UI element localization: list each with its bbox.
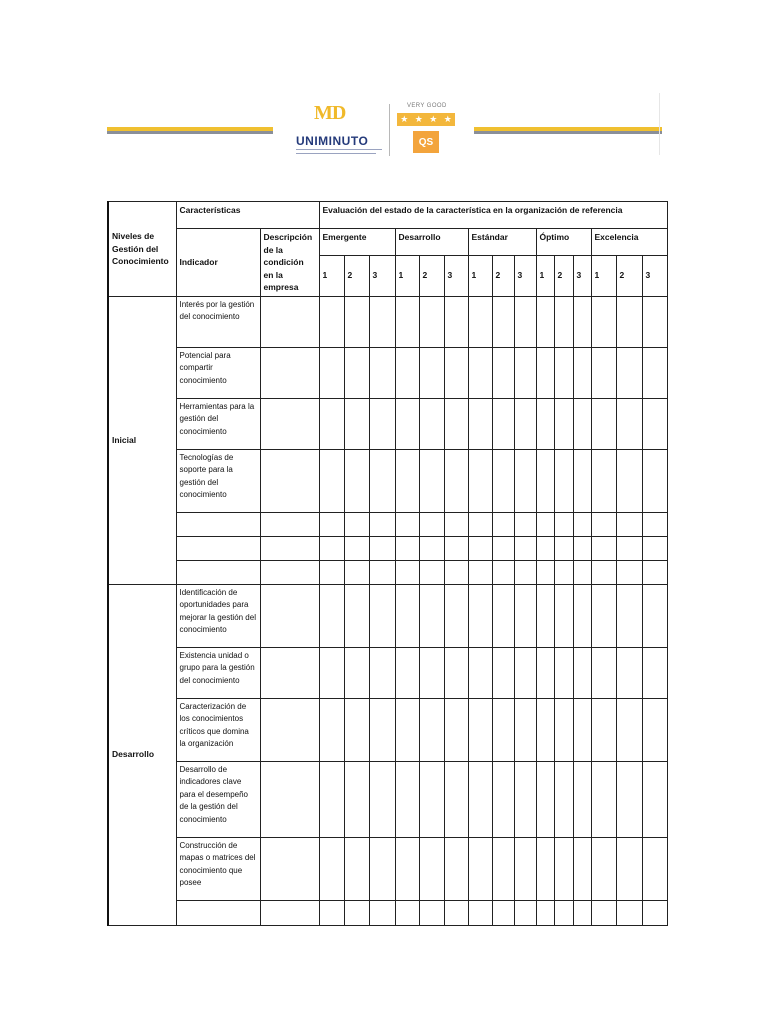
score-cell[interactable] [514, 647, 536, 698]
score-header: 2 [419, 255, 444, 296]
score-cell[interactable] [444, 512, 468, 536]
score-cell[interactable] [444, 560, 468, 584]
score-cell[interactable] [344, 900, 369, 925]
score-cell[interactable] [419, 347, 444, 398]
qs-badge: QS [413, 131, 439, 153]
score-cell[interactable] [616, 536, 642, 560]
score-cell[interactable] [369, 347, 395, 398]
description-cell[interactable] [260, 398, 319, 449]
evaluation-header: Evaluación del estado de la característica en la organización de referencia [319, 202, 667, 229]
score-cell[interactable] [554, 296, 573, 347]
score-cell[interactable] [468, 296, 492, 347]
score-cell[interactable] [642, 398, 667, 449]
stage-header: Emergente [319, 229, 395, 256]
indicator-cell: Identificación de oportunidades para mejorar la gestión del conocimiento [176, 584, 260, 647]
score-cell[interactable] [468, 512, 492, 536]
score-header: 3 [369, 255, 395, 296]
score-cell[interactable] [492, 296, 514, 347]
score-cell[interactable] [395, 512, 419, 536]
score-cell[interactable] [419, 536, 444, 560]
star-icon: ★ [400, 114, 409, 124]
score-cell[interactable] [344, 347, 369, 398]
indicator-cell: Desarrollo de indicadores clave para el desempeño de la gestión del conocimiento [176, 761, 260, 837]
score-cell[interactable] [536, 398, 554, 449]
indicator-cell [176, 900, 260, 925]
score-header: 3 [444, 255, 468, 296]
stage-header: Óptimo [536, 229, 591, 256]
score-cell[interactable] [419, 900, 444, 925]
score-cell[interactable] [536, 761, 554, 837]
score-cell[interactable] [369, 296, 395, 347]
star-icon: ★ [414, 114, 423, 124]
score-header: 1 [395, 255, 419, 296]
indicator-cell: Tecnologías de soporte para la gestión del conocimiento [176, 449, 260, 512]
score-header: 1 [468, 255, 492, 296]
indicator-cell: Potencial para compartir conocimiento [176, 347, 260, 398]
score-cell[interactable] [395, 449, 419, 512]
score-cell[interactable] [369, 512, 395, 536]
score-cell[interactable] [642, 900, 667, 925]
score-cell[interactable] [536, 900, 554, 925]
score-cell[interactable] [344, 761, 369, 837]
description-cell[interactable] [260, 560, 319, 584]
indicator-cell: Interés por la gestión del conocimiento [176, 296, 260, 347]
stage-header: Estándar [468, 229, 536, 256]
score-header: 2 [554, 255, 573, 296]
description-cell[interactable] [260, 512, 319, 536]
score-header: 3 [514, 255, 536, 296]
indicator-cell: Existencia unidad o grupo para la gestión del conocimiento [176, 647, 260, 698]
rating-label: VERY GOOD [407, 103, 447, 109]
score-cell[interactable] [344, 584, 369, 647]
score-cell[interactable] [444, 398, 468, 449]
score-cell[interactable] [591, 296, 616, 347]
score-cell[interactable] [616, 647, 642, 698]
score-cell[interactable] [344, 512, 369, 536]
score-cell[interactable] [468, 837, 492, 900]
stage-header: Excelencia [591, 229, 667, 256]
score-cell[interactable] [642, 837, 667, 900]
score-cell[interactable] [554, 584, 573, 647]
indicator-header: Indicador [176, 229, 260, 297]
score-header: 3 [573, 255, 591, 296]
score-cell[interactable] [319, 698, 344, 761]
logo-tagline-line [296, 153, 376, 154]
score-cell[interactable] [395, 347, 419, 398]
score-cell[interactable] [492, 398, 514, 449]
score-cell[interactable] [573, 698, 591, 761]
score-header: 1 [591, 255, 616, 296]
score-cell[interactable] [344, 647, 369, 698]
rating-stars [397, 113, 455, 126]
score-cell[interactable] [642, 536, 667, 560]
score-cell[interactable] [536, 347, 554, 398]
score-cell[interactable] [554, 512, 573, 536]
score-header: 2 [492, 255, 514, 296]
description-cell[interactable] [260, 449, 319, 512]
score-cell[interactable] [616, 398, 642, 449]
score-cell[interactable] [492, 698, 514, 761]
score-cell[interactable] [554, 398, 573, 449]
score-cell[interactable] [395, 296, 419, 347]
description-cell[interactable] [260, 761, 319, 837]
score-cell[interactable] [642, 698, 667, 761]
score-cell[interactable] [642, 449, 667, 512]
score-cell[interactable] [419, 837, 444, 900]
score-cell[interactable] [536, 837, 554, 900]
description-cell[interactable] [260, 347, 319, 398]
score-cell[interactable] [554, 347, 573, 398]
score-cell[interactable] [554, 536, 573, 560]
stage-header: Desarrollo [395, 229, 468, 256]
score-cell[interactable] [444, 698, 468, 761]
score-cell[interactable] [554, 837, 573, 900]
score-cell[interactable] [554, 647, 573, 698]
score-cell[interactable] [395, 698, 419, 761]
score-cell[interactable] [444, 584, 468, 647]
description-cell[interactable] [260, 698, 319, 761]
score-cell[interactable] [492, 560, 514, 584]
score-cell[interactable] [468, 900, 492, 925]
indicator-cell: Construcción de mapas o matrices del conocimiento que posee [176, 837, 260, 900]
score-cell[interactable] [591, 761, 616, 837]
description-cell[interactable] [260, 837, 319, 900]
header-stripe-left [107, 127, 273, 134]
score-cell[interactable] [419, 698, 444, 761]
score-cell[interactable] [514, 761, 536, 837]
score-cell[interactable] [514, 584, 536, 647]
score-cell[interactable] [514, 837, 536, 900]
score-cell[interactable] [319, 837, 344, 900]
score-cell[interactable] [468, 647, 492, 698]
score-cell[interactable] [642, 560, 667, 584]
score-cell[interactable] [444, 347, 468, 398]
score-cell[interactable] [536, 536, 554, 560]
indicator-cell: Herramientas para la gestión del conocimiento [176, 398, 260, 449]
indicator-cell: Caracterización de los conocimientos críticos que domina la organización [176, 698, 260, 761]
score-cell[interactable] [369, 761, 395, 837]
score-cell[interactable] [492, 449, 514, 512]
indicator-cell [176, 560, 260, 584]
logo-tagline-line [296, 149, 382, 150]
score-cell[interactable] [419, 512, 444, 536]
score-cell[interactable] [468, 347, 492, 398]
score-cell[interactable] [492, 837, 514, 900]
score-cell[interactable] [319, 449, 344, 512]
score-cell[interactable] [573, 647, 591, 698]
score-cell[interactable] [616, 837, 642, 900]
score-cell[interactable] [554, 900, 573, 925]
score-cell[interactable] [419, 296, 444, 347]
score-cell[interactable] [444, 449, 468, 512]
score-cell[interactable] [492, 347, 514, 398]
score-cell[interactable] [319, 512, 344, 536]
score-cell[interactable] [591, 347, 616, 398]
score-cell[interactable] [319, 761, 344, 837]
score-cell[interactable] [319, 296, 344, 347]
score-header: 3 [642, 255, 667, 296]
score-cell[interactable] [591, 449, 616, 512]
score-cell[interactable] [642, 296, 667, 347]
score-cell[interactable] [514, 449, 536, 512]
score-cell[interactable] [642, 761, 667, 837]
score-header: 1 [536, 255, 554, 296]
score-cell[interactable] [344, 296, 369, 347]
score-cell[interactable] [344, 536, 369, 560]
score-cell[interactable] [514, 398, 536, 449]
score-cell[interactable] [492, 761, 514, 837]
score-cell[interactable] [573, 584, 591, 647]
score-cell[interactable] [616, 296, 642, 347]
score-cell[interactable] [573, 449, 591, 512]
score-cell[interactable] [319, 347, 344, 398]
score-cell[interactable] [492, 536, 514, 560]
score-cell[interactable] [468, 398, 492, 449]
score-cell[interactable] [468, 584, 492, 647]
score-cell[interactable] [642, 512, 667, 536]
score-cell[interactable] [591, 584, 616, 647]
score-cell[interactable] [468, 536, 492, 560]
score-cell[interactable] [536, 584, 554, 647]
star-icon: ★ [429, 114, 438, 124]
score-cell[interactable] [369, 837, 395, 900]
score-cell[interactable] [369, 536, 395, 560]
score-cell[interactable] [591, 837, 616, 900]
header-stripe-right [474, 127, 662, 134]
score-cell[interactable] [344, 560, 369, 584]
score-cell[interactable] [419, 761, 444, 837]
levels-header: Niveles de Gestión del Conocimiento [108, 202, 176, 297]
score-header: 1 [319, 255, 344, 296]
score-cell[interactable] [344, 698, 369, 761]
indicator-cell [176, 512, 260, 536]
score-cell[interactable] [444, 647, 468, 698]
score-cell[interactable] [319, 560, 344, 584]
score-cell[interactable] [419, 560, 444, 584]
score-cell[interactable] [444, 900, 468, 925]
score-cell[interactable] [395, 398, 419, 449]
score-cell[interactable] [536, 512, 554, 536]
score-cell[interactable] [319, 536, 344, 560]
score-cell[interactable] [492, 900, 514, 925]
level-name: Inicial [108, 296, 176, 584]
score-cell[interactable] [468, 560, 492, 584]
score-cell[interactable] [514, 512, 536, 536]
score-cell[interactable] [514, 536, 536, 560]
logo-name: UNIMINUTO [296, 134, 369, 148]
score-cell[interactable] [591, 560, 616, 584]
score-cell[interactable] [395, 761, 419, 837]
score-cell[interactable] [616, 347, 642, 398]
score-cell[interactable] [395, 560, 419, 584]
score-cell[interactable] [514, 296, 536, 347]
evaluation-table [107, 201, 668, 926]
characteristics-header: Características [176, 202, 319, 229]
score-cell[interactable] [642, 647, 667, 698]
score-cell[interactable] [616, 512, 642, 536]
score-cell[interactable] [536, 698, 554, 761]
score-cell[interactable] [573, 512, 591, 536]
score-cell[interactable] [536, 560, 554, 584]
page-edge-divider [659, 93, 660, 155]
score-cell[interactable] [536, 449, 554, 512]
score-cell[interactable] [573, 398, 591, 449]
score-cell[interactable] [573, 536, 591, 560]
score-cell[interactable] [344, 837, 369, 900]
score-cell[interactable] [319, 900, 344, 925]
score-cell[interactable] [591, 512, 616, 536]
score-cell[interactable] [573, 900, 591, 925]
score-cell[interactable] [344, 398, 369, 449]
star-icon: ★ [443, 114, 452, 124]
score-cell[interactable] [444, 536, 468, 560]
score-cell[interactable] [591, 698, 616, 761]
logo-divider [389, 104, 390, 156]
score-cell[interactable] [514, 560, 536, 584]
score-cell[interactable] [573, 837, 591, 900]
score-cell[interactable] [395, 900, 419, 925]
score-cell[interactable] [554, 449, 573, 512]
score-cell[interactable] [514, 347, 536, 398]
score-cell[interactable] [395, 647, 419, 698]
score-cell[interactable] [616, 560, 642, 584]
score-cell[interactable] [468, 698, 492, 761]
score-cell[interactable] [554, 560, 573, 584]
uniminuto-logo [296, 100, 384, 158]
score-cell[interactable] [419, 398, 444, 449]
score-cell[interactable] [536, 647, 554, 698]
score-cell[interactable] [616, 698, 642, 761]
score-cell[interactable] [642, 584, 667, 647]
score-cell[interactable] [319, 584, 344, 647]
description-cell[interactable] [260, 536, 319, 560]
logo-monogram: MD [314, 102, 346, 124]
score-cell[interactable] [616, 584, 642, 647]
score-cell[interactable] [344, 449, 369, 512]
score-cell[interactable] [419, 584, 444, 647]
score-cell[interactable] [591, 398, 616, 449]
score-cell[interactable] [573, 296, 591, 347]
score-cell[interactable] [573, 347, 591, 398]
score-cell[interactable] [369, 698, 395, 761]
score-cell[interactable] [616, 761, 642, 837]
score-cell[interactable] [492, 647, 514, 698]
score-cell[interactable] [492, 512, 514, 536]
score-cell[interactable] [514, 900, 536, 925]
score-cell[interactable] [444, 761, 468, 837]
score-cell[interactable] [554, 761, 573, 837]
score-cell[interactable] [369, 398, 395, 449]
score-cell[interactable] [395, 584, 419, 647]
description-header: Descripción de la condición en la empresa [260, 229, 319, 297]
score-cell[interactable] [573, 560, 591, 584]
description-cell[interactable] [260, 584, 319, 647]
score-cell[interactable] [395, 536, 419, 560]
score-cell[interactable] [642, 347, 667, 398]
score-header: 2 [344, 255, 369, 296]
score-header: 2 [616, 255, 642, 296]
description-cell[interactable] [260, 900, 319, 925]
description-cell[interactable] [260, 647, 319, 698]
score-cell[interactable] [395, 837, 419, 900]
score-cell[interactable] [369, 449, 395, 512]
score-cell[interactable] [616, 449, 642, 512]
indicator-cell [176, 536, 260, 560]
score-cell[interactable] [369, 647, 395, 698]
score-cell[interactable] [554, 698, 573, 761]
score-cell[interactable] [536, 296, 554, 347]
score-cell[interactable] [591, 647, 616, 698]
score-cell[interactable] [369, 560, 395, 584]
score-cell[interactable] [591, 536, 616, 560]
score-cell[interactable] [444, 296, 468, 347]
level-name: Desarrollo [108, 584, 176, 925]
score-cell[interactable] [468, 449, 492, 512]
score-cell[interactable] [319, 398, 344, 449]
score-cell[interactable] [419, 647, 444, 698]
description-cell[interactable] [260, 296, 319, 347]
score-cell[interactable] [369, 900, 395, 925]
score-cell[interactable] [419, 449, 444, 512]
score-cell[interactable] [492, 584, 514, 647]
score-cell[interactable] [468, 761, 492, 837]
score-cell[interactable] [319, 647, 344, 698]
score-cell[interactable] [369, 584, 395, 647]
score-cell[interactable] [444, 837, 468, 900]
score-cell[interactable] [573, 761, 591, 837]
score-cell[interactable] [591, 900, 616, 925]
score-cell[interactable] [514, 698, 536, 761]
score-cell[interactable] [616, 900, 642, 925]
